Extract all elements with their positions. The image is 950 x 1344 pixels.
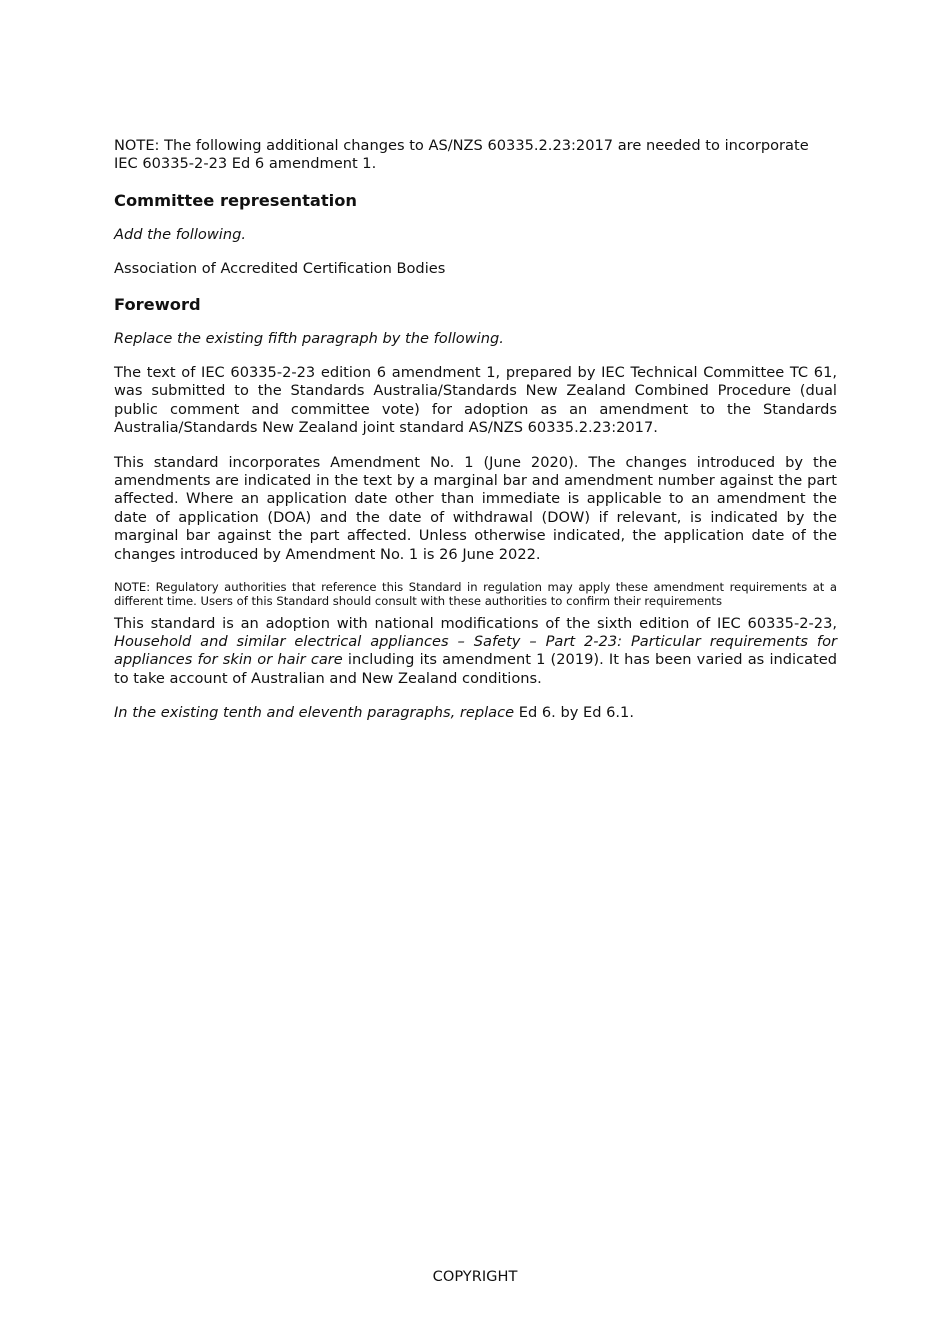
copyright-footer: COPYRIGHT: [432, 1268, 518, 1285]
committee-instruction: Add the following.: [114, 225, 246, 243]
committee-body: Association of Accredited Certification Bodies: [114, 260, 446, 278]
document-body: [114, 137, 837, 739]
intro-note: NOTE: The following additional changes to AS/NZS 60335.2.23:2017 are needed to incorporate IEC 60335-2-23 Ed 6 amendment 1.: [114, 137, 809, 173]
committee-heading: Committee representation: [114, 190, 357, 210]
foreword-heading: Foreword: [114, 294, 201, 314]
paragraph-3-end: including its amendment 1 (2019). It has been varied as indicated to take account of Australian and New Zealand conditions.: [114, 651, 837, 687]
regulatory-note: NOTE: Regulatory authorities that reference this Standard in regulation may apply these amendment requirements at a different time. Users of this Standard should consult with these authorities to confirm their requirements: [114, 580, 837, 609]
foreword-paragraph-3: [114, 615, 837, 689]
foreword-paragraph-1: The text of IEC 60335-2-23 edition 6 amendment 1, prepared by IEC Technical Committee TC 61, was submitted to the Standards Australia/Standards New Zealand Combined Procedure (dual public comment and committee vote) for adoption as an amendment to the Standards Australia/Standards New Zealand joint standard AS/NZS 60335.2.23:2017.: [114, 364, 837, 437]
final-instruction: In the existing tenth and eleventh paragraphs, replace: [114, 704, 515, 722]
paragraph-3-start: This standard is an adoption with national modifications of the sixth edition of IEC 60335-2-23,: [114, 614, 837, 632]
foreword-paragraph-2: This standard incorporates Amendment No. 1 (June 2020). The changes introduced by the amendments are indicated in the text by a marginal bar and amendment number against the part affected. Where an application date other than immediate is applicable to an amendment the date of application (DOA) and the date of withdrawal (DOW) if relevant, is indicated by the marginal bar against the part affected. Unless otherwise indicated, the application date of the changes introduced by Amendment No. 1 is 26 June 2022.: [114, 453, 837, 563]
final-instruction-paragraph: [114, 704, 837, 722]
foreword-instruction: Replace the existing fifth paragraph by the following.: [114, 329, 504, 347]
standard-title: Household and similar electrical appliances – Safety – Part 2-23: Particular requirements for appliances for skin or hair care: [114, 632, 837, 669]
final-replacement-text: Ed 6. by Ed 6.1.: [514, 704, 634, 722]
